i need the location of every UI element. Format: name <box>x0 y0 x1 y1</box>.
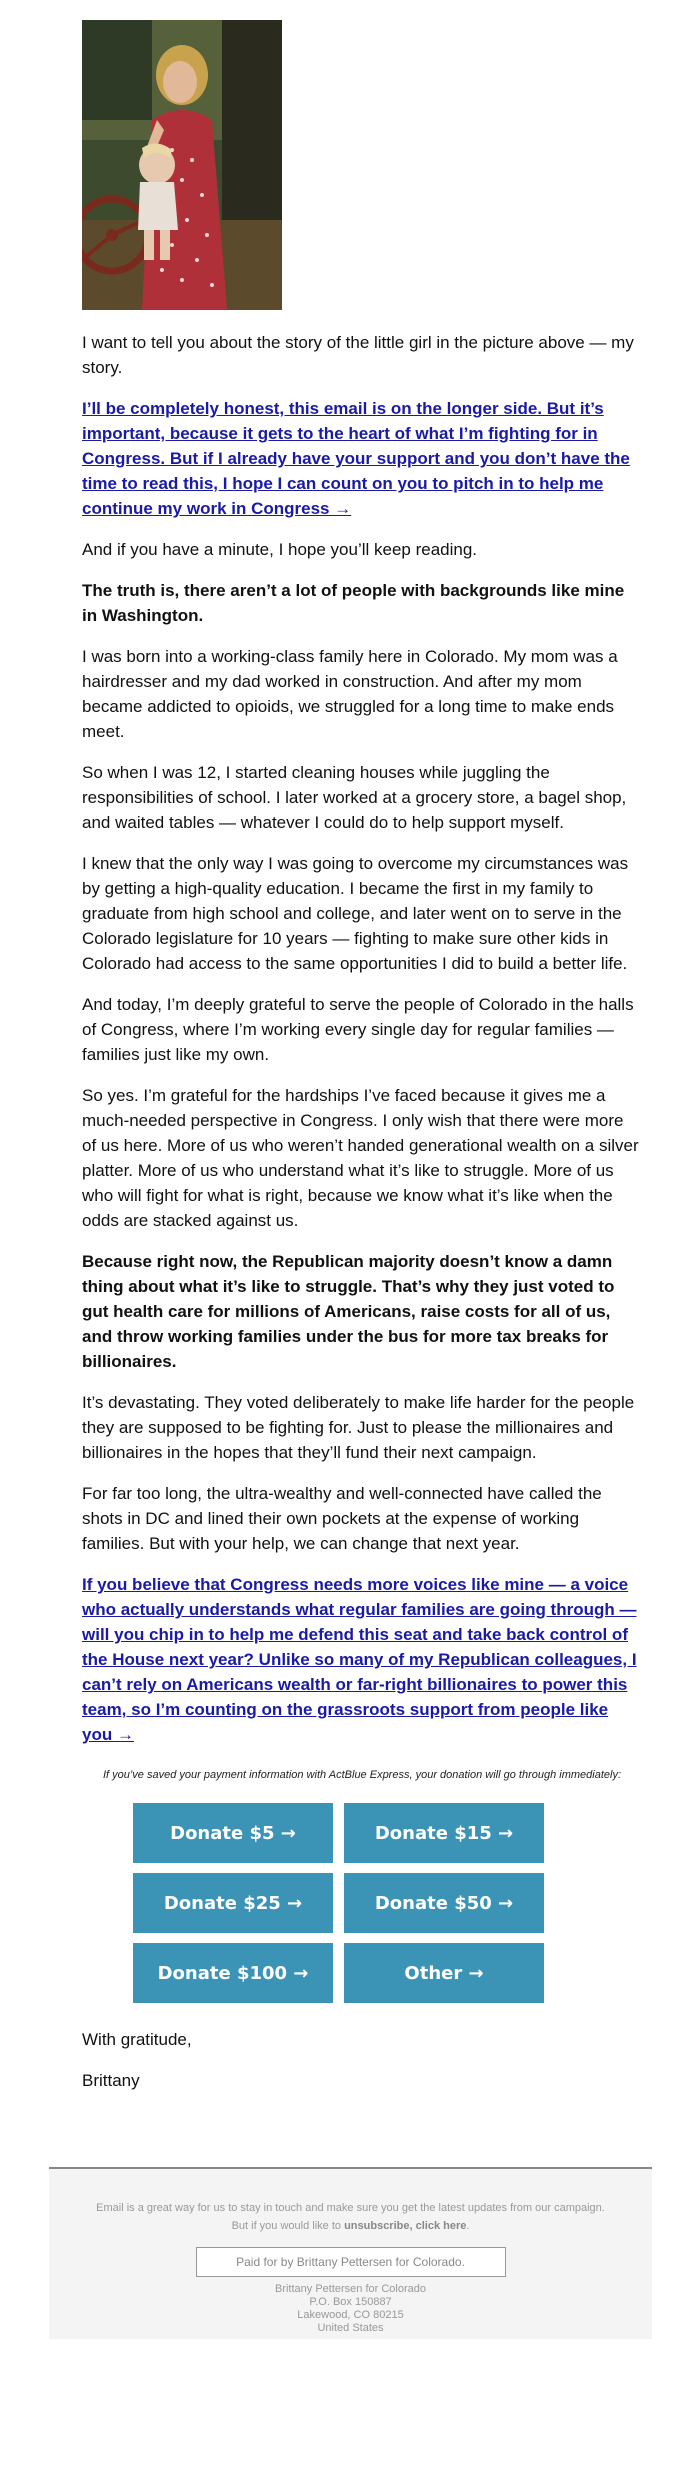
donate-25-button[interactable]: Donate $25 → <box>133 1873 333 1933</box>
donate-5-button[interactable]: Donate $5 → <box>133 1803 333 1863</box>
childhood-paragraph: I was born into a working-class family here in Colorado. My mom was a hairdresser and my dad worked in construction. And after my mom became addicted to opioids, we struggled for a long time to make ends meet. <box>82 647 618 741</box>
unsubscribe-link[interactable]: unsubscribe, click here <box>344 2220 467 2232</box>
mailing-address <box>49 2283 652 2335</box>
cta2-text: If you believe that Congress needs more voices like mine — a voice who actually understands what regular families are going through — will you chip in to help me defend this seat and take back control of the House next year? Unlike so many of my Republican colleagues, I can’t rely on Americans wealth or far-right billionaires to power this team, so I’m counting on the grassroots support from people like you → <box>82 1575 637 1744</box>
paid-for-box: Paid for by Brittany Pettersen for Colorado. <box>196 2247 506 2277</box>
work-paragraph: So when I was 12, I started cleaning houses while juggling the responsibilities of school. I later worked at a grocery store, a bagel shop, and waited tables — whatever I could do to help support myself. <box>82 763 627 832</box>
address-line: United States <box>317 2322 384 2334</box>
donate-other-button[interactable]: Other → <box>344 1943 544 2003</box>
email-footer <box>49 2167 652 2339</box>
congress-paragraph: And today, I’m deeply grateful to serve the people of Colorado in the halls of Congress, where I’m working every single day for regular families — families just like my own. <box>82 995 634 1064</box>
signature: Brittany <box>82 2071 140 2090</box>
donate-buttons <box>133 1803 544 2003</box>
footer-line2-prefix: But if you would like to <box>231 2220 345 2232</box>
email-content <box>82 0 642 2093</box>
perspective-paragraph: So yes. I’m grateful for the hardships I’ve faced because it gives me a much-needed perspective in Congress. I only wish that there were more of us here. More of us who weren’t handed generational wealth on a silver platter. More of us who understand what it’s like to struggle. More of us who will fight for what is right, because we know what it’s like when the odds are stacked against us. <box>82 1086 639 1230</box>
address-line: Lakewood, CO 80215 <box>297 2309 404 2321</box>
story-intro: I want to tell you about the story of the little girl in the picture above — my story. <box>82 333 634 377</box>
footer-note <box>49 2199 652 2235</box>
education-paragraph: I knew that the only way I was going to overcome my circumstances was by getting a high-quality education. I became the first in my family to graduate from high school and college, and later went on to serve in the Colorado legislature for 10 years — fighting to make sure other kids in Colorado had access to the same opportunities I did to build a better life. <box>82 854 629 973</box>
address-line: Brittany Pettersen for Colorado <box>274 2283 427 2295</box>
address-line: P.O. Box 150887 <box>309 2296 392 2308</box>
donate-link-bottom[interactable] <box>82 1572 642 1747</box>
donate-50-button[interactable]: Donate $50 → <box>344 1873 544 1933</box>
donate-100-button[interactable]: Donate $100 → <box>133 1943 333 2003</box>
signoff: With gratitude, <box>82 2030 192 2049</box>
donate-link-top[interactable]: I’ll be completely honest, this email is on the longer side. But it’s important, because it gets to the heart of what I’m fighting for in Congress. But if I already have your support and you don’t have the time to read this, I hope I can count on you to pitch in to help me continue my work in Congress → <box>82 399 630 518</box>
keep-reading: And if you have a minute, I hope you’ll keep reading. <box>82 540 478 559</box>
ultra-wealthy-paragraph: For far too long, the ultra-wealthy and well-connected have called the shots in DC and lined their own pockets at the expense of working families. But with your help, we can change that next year. <box>82 1484 602 1553</box>
donate-15-button[interactable]: Donate $15 → <box>344 1803 544 1863</box>
truth-paragraph: The truth is, there aren’t a lot of people with backgrounds like mine in Washington. <box>82 581 625 625</box>
family-photo-image <box>82 20 282 310</box>
footer-line1: Email is a great way for us to stay in touch and make sure you get the latest updates from our campaign. <box>96 2202 605 2214</box>
actblue-express-note: If you’ve saved your payment information with ActBlue Express, your donation will go through immediately: <box>102 1769 622 1781</box>
devastating-paragraph: It’s devastating. They voted deliberately to make life harder for the people they are supposed to be fighting for. Just to please the millionaires and billionaires in the hopes that they’ll fund their next campaign. <box>82 1393 635 1462</box>
family-photo <box>82 20 282 310</box>
republican-majority-paragraph: Because right now, the Republican majority doesn’t know a damn thing about what it’s like to struggle. That’s why they just voted to gut health care for millions of Americans, raise costs for all of us, and throw working families under the bus for more tax breaks for billionaires. <box>82 1252 615 1371</box>
footer-line2-suffix: . <box>466 2220 470 2232</box>
